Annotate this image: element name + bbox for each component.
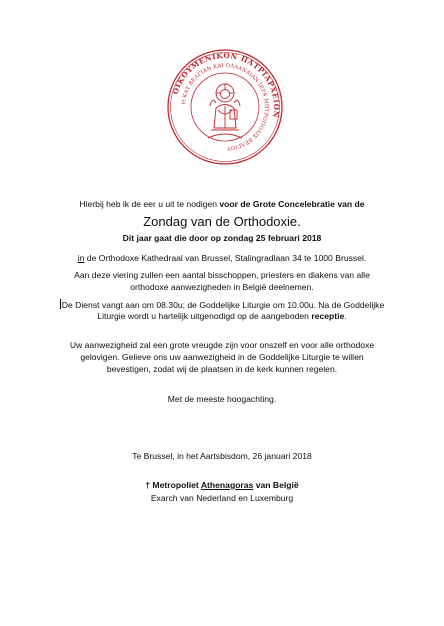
schedule-period: . — [344, 311, 347, 321]
attendance-line-1: Aan deze viering zullen een aantal bisschoppen, priesters en diakens van alle — [74, 270, 370, 280]
signature-prefix: † Metropoliet — [145, 480, 201, 490]
schedule-line-1 — [0, 299, 444, 311]
enthroned-christ-figure — [208, 84, 242, 138]
closing-greeting: Met de meeste hoogachting. — [167, 394, 277, 404]
location-in-word: in — [77, 253, 85, 263]
intro-bold-text: voor de Grote Concelebratie van de — [219, 199, 365, 209]
text-cursor — [60, 299, 61, 309]
seal-inner-lettering: Η ΚΑΤ ΒΕΛΓΙΑΝ ΚΑΙ ΟΛΛΑΝΔΙΑΝ ΙΕΡΑ ΜΗΤΡΟΠΟΛΙΣ ΒΕΛΓΙΟΥ — [181, 62, 270, 151]
location-text: de Orthodoxe Kathedraal van Brussel, Stalingradlaan 34 te 1000 Brussel. — [84, 253, 367, 263]
presence-line-1: Uw aanwezigheid zal een grote vreugde zijn voor onszelf en voor alle orthodoxe — [69, 340, 375, 350]
event-location — [0, 253, 444, 264]
presence-line-3: bevestigen, zodat wij de plaatsen in de kerk kunnen regelen. — [106, 364, 338, 374]
schedule-line-2 — [0, 311, 444, 322]
reception-word: receptie — [311, 311, 345, 321]
event-title: Zondag van de Orthodoxie. — [143, 214, 301, 229]
signature-metropolitan-name: Athenagoras — [200, 480, 254, 490]
intro-text: Hierbij heb ik de eer u uit te nodigen — [79, 199, 220, 209]
metropolis-seal — [166, 48, 284, 166]
schedule-text-2: Liturgie wordt u hartelijk uitgenodigd op de aangeboden — [97, 311, 312, 321]
attendance-line-2: orthodoxe aanwezigheden in België deelnemen. — [130, 282, 314, 292]
event-date: Dit jaar gaat die door op zondag 25 februari 2018 — [122, 233, 322, 243]
place-and-date: Te Brussel, in het Aartsbisdom, 26 januari 2018 — [132, 451, 312, 461]
signature-suffix: van België — [253, 480, 299, 490]
signature-name — [0, 480, 444, 491]
presence-line-2: gelovigen. Gelieve ons uw aanwezigheid in de Goddelijke Liturgie te willen — [80, 352, 364, 362]
seal-outer-lettering: ΟΙΚΟΥΜΕΝΙΚΟΝ ΠΑΤΡΙΑΡΧΕΙΟΝ — [170, 50, 282, 119]
schedule-text: De Dienst vangt aan om 08.30u; de Goddelijke Liturgie om 10.00u. Na de Goddelijke — [61, 300, 385, 310]
invitation-intro — [0, 199, 444, 210]
signature-title: Exarch van Nederland en Luxemburg — [150, 493, 294, 503]
